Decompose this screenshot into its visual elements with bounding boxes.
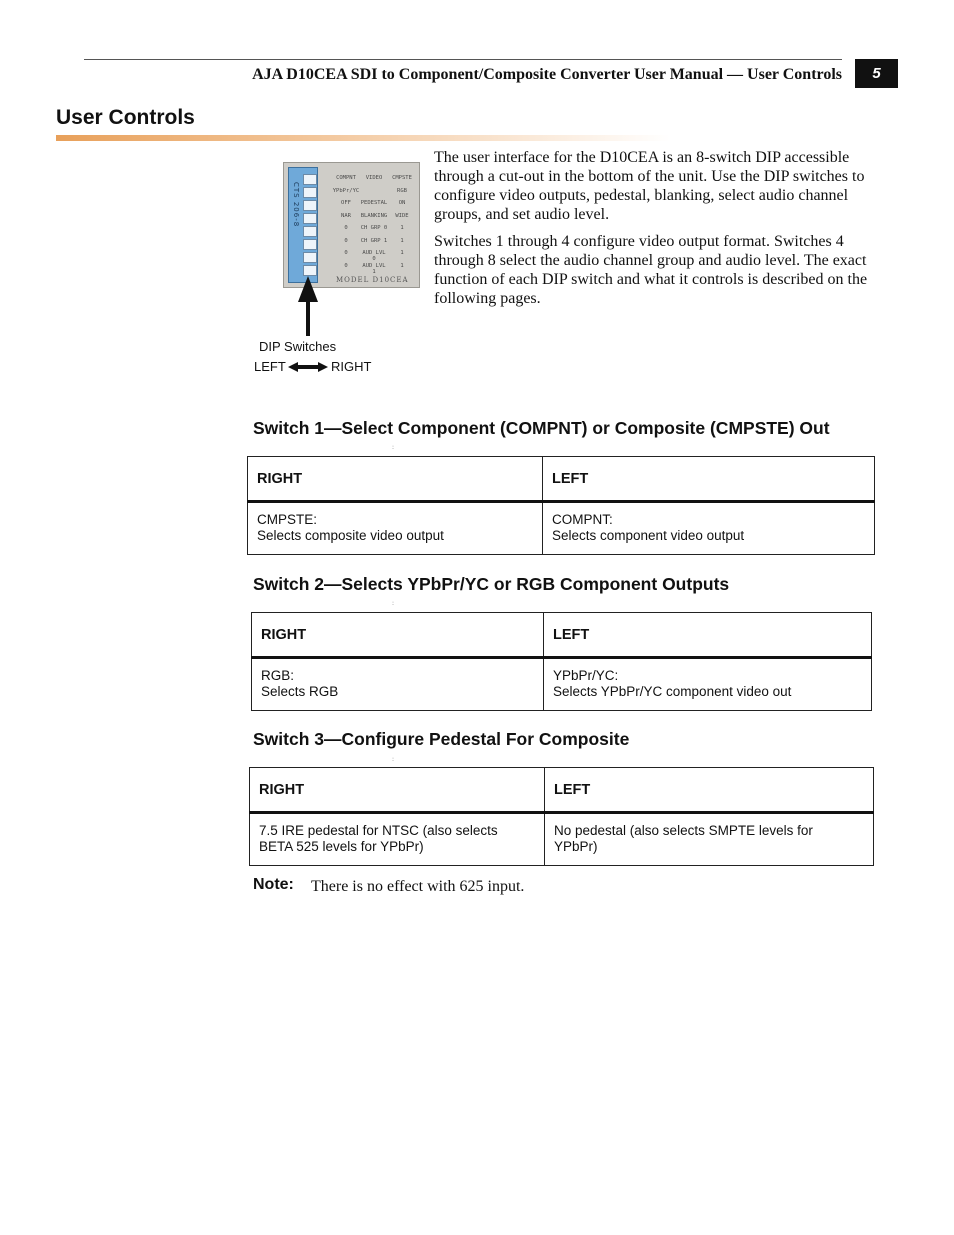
header-right: RIGHT — [252, 613, 544, 658]
dip-switch — [303, 213, 317, 224]
dip-switch — [303, 226, 317, 237]
right-label: RIGHT — [331, 359, 372, 374]
switch-1-table — [247, 456, 875, 555]
cell-left: YPbPr/YC: Selects YPbPr/YC component video out — [544, 658, 872, 711]
header-left: LEFT — [544, 613, 872, 658]
dip-switch — [303, 174, 317, 185]
legend-row: COMPNT VIDEO CMPSTE — [336, 175, 412, 181]
dip-switch — [303, 239, 317, 250]
dip-switch-photo — [283, 162, 420, 288]
header-left: LEFT — [545, 768, 874, 813]
dot-mark: : — [392, 756, 395, 763]
switch-3-table — [249, 767, 874, 866]
legend-row: 0 AUD LVL 1 1 — [344, 262, 404, 275]
dip-switch — [303, 200, 317, 211]
header-right: RIGHT — [248, 457, 543, 502]
legend-row: YPbPr/YC RGB — [332, 187, 407, 194]
dip-legend — [332, 175, 416, 275]
table-row — [252, 658, 872, 711]
intro-text — [434, 148, 874, 316]
note-text: There is no effect with 625 input. — [311, 878, 525, 895]
page-number: 5 — [855, 59, 898, 88]
switch-2-table — [251, 612, 872, 711]
left-label: LEFT — [254, 359, 286, 374]
dip-switch — [303, 252, 317, 263]
header-rule — [84, 59, 842, 60]
legend-row: 0 AUD LVL 0 1 — [344, 250, 404, 262]
intro-paragraph-1: The user interface for the D10CEA is an 8-switch DIP accessible through a cut-out in the bottom of the unit. Use the DIP switches to configure video outputs, pedestal, blanking, select audio channel groups, and set audio level. — [434, 149, 865, 223]
section-title: User Controls — [56, 106, 195, 129]
table-row — [248, 502, 875, 555]
cell-left: No pedestal (also selects SMPTE levels for YPbPr) — [545, 813, 874, 866]
dot-mark: : — [392, 444, 395, 451]
legend-row: 0 CH GRP 0 1 — [344, 225, 404, 231]
dip-part-label: CTS 206-8 — [292, 182, 300, 228]
legend-row: NAR BLANKING WIDE — [341, 212, 409, 219]
section-rule — [56, 135, 670, 141]
intro-paragraph-2: Switches 1 through 4 configure video output format. Switches 4 through 8 select the audio channel group and audio level. The exact function of each DIP switch and what it controls is described on the following pages. — [434, 233, 868, 307]
switch-2-title: Switch 2—Selects YPbPr/YC or RGB Component Outputs — [253, 574, 730, 594]
model-label: MODEL D10CEA — [336, 276, 409, 284]
header-right: RIGHT — [250, 768, 545, 813]
cell-right: CMPSTE: Selects composite video output — [248, 502, 543, 555]
header-left: LEFT — [543, 457, 875, 502]
dip-switch — [303, 265, 317, 276]
cell-left: COMPNT: Selects component video output — [543, 502, 875, 555]
arrow-up-icon — [298, 276, 318, 302]
left-right-arrow-icon — [288, 362, 328, 372]
cell-right: RGB: Selects RGB — [252, 658, 544, 711]
legend-row: 0 CH GRP 1 1 — [344, 237, 404, 244]
dot-mark: : — [392, 600, 395, 607]
note-label: Note: — [253, 876, 294, 893]
figure-caption: DIP Switches — [259, 339, 337, 354]
cell-right: 7.5 IRE pedestal for NTSC (also selects BETA 525 levels for YPbPr) — [250, 813, 545, 866]
arrow-shaft — [306, 300, 310, 336]
switch-3-title: Switch 3—Configure Pedestal For Composite — [253, 729, 630, 749]
dip-switch-bank — [288, 167, 318, 283]
switch-1-title: Switch 1—Select Component (COMPNT) or Composite (CMPSTE) Out — [253, 418, 830, 438]
dip-switch — [303, 187, 317, 198]
legend-row: OFF PEDESTAL ON — [341, 200, 406, 206]
table-row — [250, 813, 874, 866]
running-header: AJA D10CEA SDI to Component/Composite Converter User Manual — User Controls — [252, 66, 842, 83]
